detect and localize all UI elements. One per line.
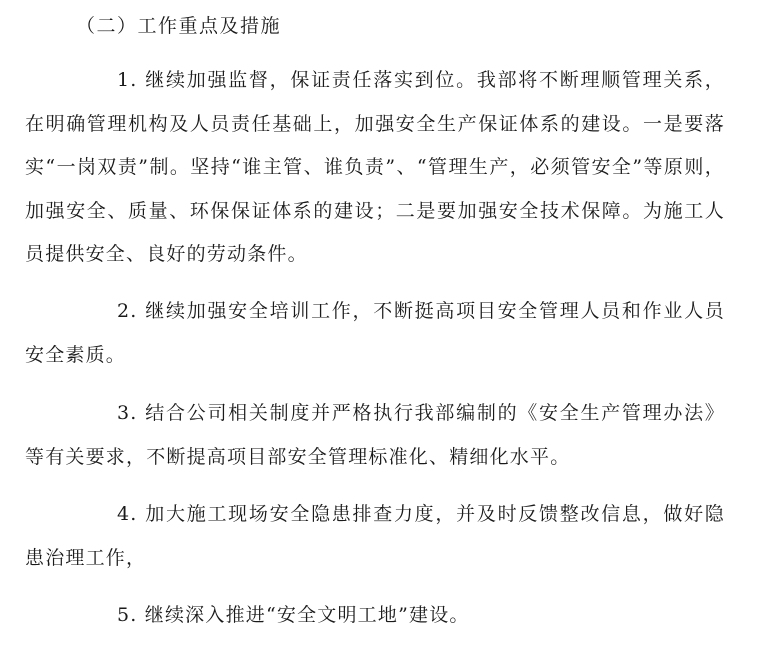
paragraph-2: 2. 继续加强安全培训工作，不断挺高项目安全管理人员和作业人员安全素质。 (25, 300, 725, 366)
paragraph-1: 1. 继续加强监督，保证责任落实到位。我部将不断理顺管理关系，在明确管理机构及人员责任基础上，加强安全生产保证体系的建设。一是要落实“一岗双责”制。坚持“谁主管、谁负责”、“管理生产，必须管安全”等原则，加强安全、质量、环保保证体系的建设；二是要加强安全技术保障。为施工人员提供安全、良好的劳动条件。 (25, 69, 725, 265)
paragraph-3: 3. 结合公司相关制度并严格执行我部编制的《安全生产管理办法》等有关要求，不断提高项目部安全管理标准化、精细化水平。 (25, 402, 725, 468)
paragraph-4: 4. 加大施工现场安全隐患排查力度，并及时反馈整改信息，做好隐患治理工作， (25, 503, 725, 569)
section-heading: （二）工作重点及措施 (76, 15, 282, 37)
paragraph-5: 5. 继续深入推进“安全文明工地”建设。 (117, 604, 470, 626)
